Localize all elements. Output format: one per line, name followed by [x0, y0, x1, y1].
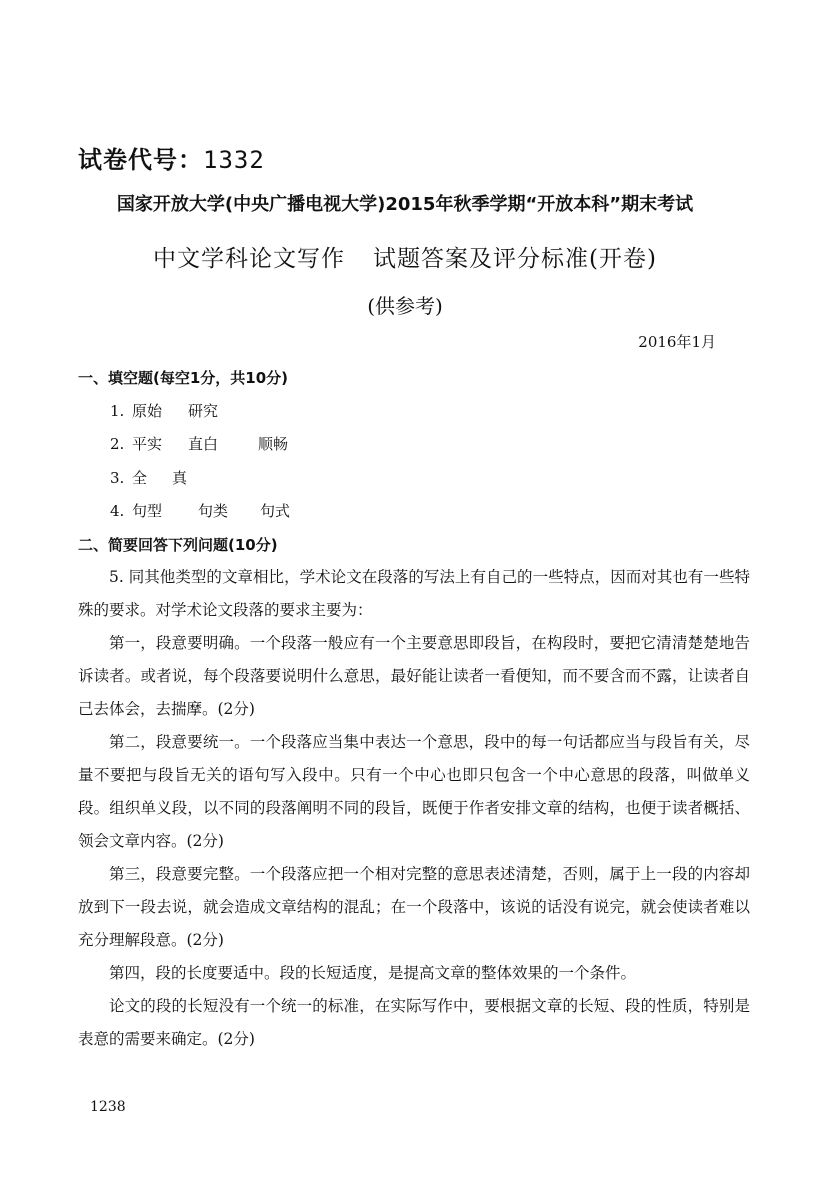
answer-paragraph-fourth-detail: 论文的段的长短没有一个统一的标准，在实际写作中，要根据文章的长短、段的性质，特别是表意的需要来确定。(2分)	[78, 997, 750, 1048]
answer-number: 2.	[110, 435, 125, 453]
answer-paragraph-third: 第三，段意要完整。一个段落应把一个相对完整的意思表述清楚，否则，属于上一段的内容却放到下一段去说，就会造成文章结构的混乱；在一个段落中，该说的话没有说完，就会使读者难以充分理解段意。(2分)	[78, 865, 750, 949]
answer-line-1	[110, 400, 218, 421]
answer-line-4	[110, 500, 290, 521]
subject-name: 中文学科论文写作	[153, 246, 346, 272]
answer-paragraph-intro: 5. 同其他类型的文章相比，学术论文在段落的写法上有自己的一些特点，因而对其也有一些特殊的要求。对学术论文段落的要求主要为：	[78, 568, 750, 619]
answer-line-2	[110, 433, 288, 454]
answer-item: 顺畅	[258, 435, 289, 453]
answer-number: 4.	[110, 502, 125, 520]
subject-title	[80, 240, 730, 273]
paper-code	[78, 140, 265, 175]
answer-paragraph-first: 第一，段意要明确。一个段落一般应有一个主要意思即段旨，在构段时，要把它清清楚楚地告诉读者。或者说，每个段落要说明什么意思，最好能让读者一看便知，而不要含而不露，让读者自己去体会，去揣摩。(2分)	[78, 634, 750, 718]
answer-item: 平实	[132, 435, 163, 453]
answer-number: 3.	[110, 469, 125, 487]
answer-item: 全	[132, 469, 148, 487]
paper-code-label: 试卷代号：	[78, 146, 203, 174]
page-number: 1238	[90, 1099, 126, 1115]
exam-title: 国家开放大学(中央广播电视大学)2015年秋季学期“开放本科”期末考试	[116, 194, 694, 215]
answer-number: 1.	[110, 402, 125, 420]
answer-item: 直白	[188, 435, 219, 453]
answer-item: 句式	[260, 502, 291, 520]
answer-paragraph-fourth: 第四，段的长度要适中。段的长短适度，是提高文章的整体效果的一个条件。	[109, 964, 637, 982]
answer-item: 原始	[132, 402, 163, 420]
answer-line-3	[110, 467, 187, 488]
answer-paragraph-second: 第二，段意要统一。一个段落应当集中表达一个意思，段中的每一句话都应当与段旨有关，尽量不要把与段旨无关的语句写入段中。只有一个中心也即只包含一个中心意思的段落，叫做单义段。组织单义段，以不同的段落阐明不同的段旨，既便于作者安排文章的结构，也便于读者概括、领会文章内容。(2分)	[78, 733, 750, 850]
section-1-heading: 一、填空题(每空1分，共10分)	[78, 369, 289, 387]
answer-item: 研究	[188, 402, 219, 420]
paper-code-number: 1332	[203, 146, 265, 174]
answer-item: 真	[172, 469, 188, 487]
answer-item: 句型	[132, 502, 163, 520]
reference-note: (供参考)	[367, 294, 443, 318]
answer-item: 句类	[198, 502, 229, 520]
section-2-heading: 二、简要回答下列问题(10分)	[78, 536, 278, 554]
document-type: 试题答案及评分标准(开卷)	[373, 246, 657, 272]
exam-date: 2016年1月	[638, 333, 716, 351]
